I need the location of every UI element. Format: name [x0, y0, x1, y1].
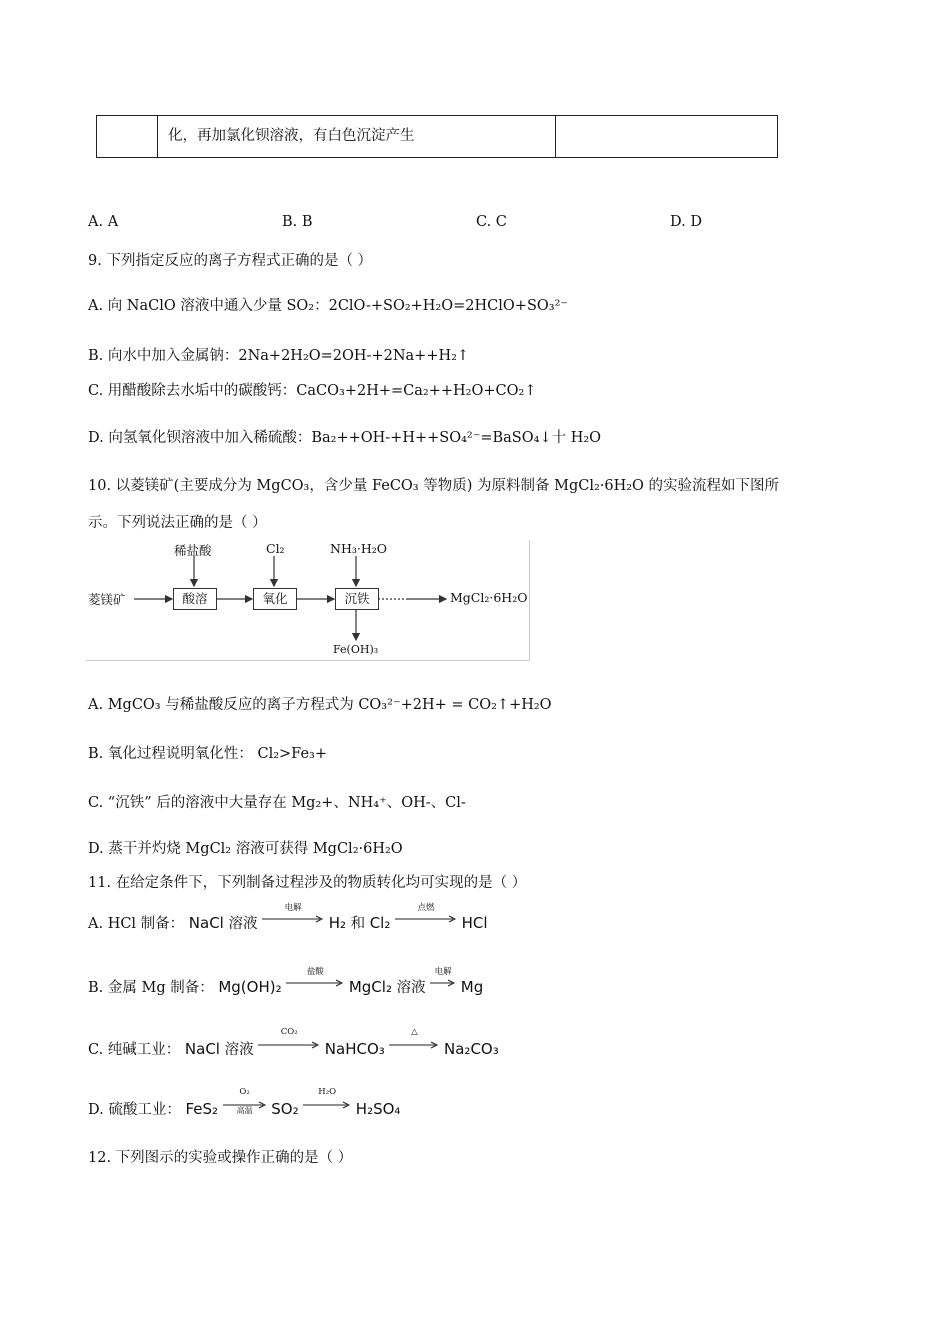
flow-input: 菱镁矿: [88, 592, 126, 607]
q9-option-a: A. 向 NaClO 溶液中通入少量 SO₂：2ClO-+SO₂+H₂O=2HClO+SO₃²⁻: [88, 298, 569, 314]
q8-option-a: A. A: [88, 214, 119, 230]
word-solution: 溶液: [228, 916, 258, 932]
word-solution: 溶液: [396, 980, 426, 996]
species-hcl: HCl: [461, 914, 488, 932]
q10-option-c: C. “沉铁” 后的溶液中大量存在 Mg₂+、NH₄⁺、OH-、Cl-: [88, 795, 466, 811]
condition-electrolysis: 电解: [434, 967, 452, 977]
condition-ignite: 点燃: [417, 903, 435, 913]
species-mgoh2: Mg(OH)₂: [218, 978, 282, 996]
species-nacl: NaCl: [184, 1040, 220, 1058]
species-mgcl2: MgCl₂: [348, 978, 392, 996]
q8-option-b: B. B: [282, 214, 313, 230]
condition-co2: CO₂: [280, 1027, 298, 1037]
flow-reagent-3: NH₃·H₂O: [330, 541, 387, 556]
condition-heat: △: [411, 1027, 418, 1037]
q9-option-c: C. 用醋酸除去水垢中的碳酸钙：CaCO₃+2H+=Ca₂++H₂O+CO₂↑: [88, 383, 537, 399]
q10-option-d: D. 蒸干并灼烧 MgCl₂ 溶液可获得 MgCl₂·6H₂O: [88, 841, 403, 857]
q11-option-a: [88, 903, 488, 933]
condition-h2o: H₂O: [318, 1087, 337, 1097]
q10-stem-line1: 10. 以菱镁矿(主要成分为 MgCO₃，含少量 FeCO₃ 等物质) 为原料制备 MgCl₂·6H₂O 的实验流程如下图所: [88, 478, 780, 494]
q11-option-d: [88, 1087, 401, 1119]
species-h2: H₂: [328, 914, 346, 932]
species-na2co3: Na₂CO₃: [444, 1040, 499, 1058]
q9-stem: 9. 下列指定反应的离子方程式正确的是（ ）: [88, 253, 373, 269]
flow-byproduct: Fe(OH)₃: [333, 643, 379, 656]
flow-reagent-2: Cl₂: [266, 541, 285, 556]
species-h2so4: H₂SO₄: [355, 1100, 401, 1118]
q10-option-b: B. 氧化过程说明氧化性： Cl₂>Fe₃+: [88, 746, 327, 762]
reaction-arrow: [395, 903, 457, 926]
table-cell-empty: [97, 116, 158, 157]
q9-option-d: D. 向氢氧化钡溶液中加入稀硫酸：Ba₂++OH-+H++SO₄²⁻=BaSO₄↓十 H₂O: [88, 430, 602, 446]
reaction-arrow: [303, 1087, 351, 1112]
word-solution: 溶液: [224, 1042, 254, 1058]
reaction-arrow: [430, 967, 456, 990]
q10-option-a: A. MgCO₃ 与稀盐酸反应的离子方程式为 CO₃²⁻+2H+ = CO₂↑+H₂O: [88, 697, 552, 713]
reaction-arrow: [223, 1087, 267, 1115]
species-nacl: NaCl: [188, 914, 224, 932]
species-so2: SO₂: [271, 1100, 299, 1118]
q10-stem-line2: 示。下列说法正确的是（ ）: [88, 515, 267, 531]
q11-option-b: [88, 967, 484, 997]
flow-product: MgCl₂·6H₂O: [450, 590, 528, 605]
flow-step-1: 酸溶: [173, 588, 217, 610]
reaction-arrow: [262, 903, 324, 926]
q8-option-c: C. C: [476, 214, 507, 230]
condition-high-temp: 高温: [236, 1106, 253, 1115]
condition-o2: O₂: [239, 1087, 250, 1097]
q11-option-c: [88, 1027, 499, 1059]
q11-a-label: A. HCl 制备：: [88, 916, 185, 932]
species-mg: Mg: [460, 978, 484, 996]
q11-b-label: B. 金属 Mg 制备：: [88, 980, 214, 996]
flow-step-2: 氧化: [253, 588, 297, 610]
species-cl2: Cl₂: [369, 914, 391, 932]
species-fes2: FeS₂: [185, 1100, 219, 1118]
flow-reagent-1: 稀盐酸: [174, 543, 212, 558]
condition-hydrochloric: 盐酸: [306, 967, 324, 977]
reaction-arrow: [286, 967, 344, 990]
condition-electrolysis: 电解: [284, 903, 302, 913]
table-row-fragment: [96, 115, 778, 158]
reaction-arrow: [389, 1027, 439, 1052]
q9-option-b: B. 向水中加入金属钠：2Na+2H₂O=2OH-+2Na++H₂↑: [88, 348, 470, 364]
q8-option-d: D. D: [670, 214, 702, 230]
reaction-arrow: [258, 1027, 320, 1052]
flow-step-3: 沉铁: [335, 588, 379, 610]
table-cell-text: 化，再加氯化钡溶液，有白色沉淀产生: [158, 116, 556, 157]
q11-c-label: C. 纯碱工业：: [88, 1042, 181, 1058]
q12-stem: 12. 下列图示的实验或操作正确的是（ ）: [88, 1150, 353, 1166]
word-and: 和: [350, 916, 366, 932]
q11-d-label: D. 硫酸工业：: [88, 1102, 181, 1118]
species-nahco3: NaHCO₃: [324, 1040, 385, 1058]
q11-stem: 11. 在给定条件下，下列制备过程涉及的物质转化均可实现的是（ ）: [88, 875, 527, 891]
process-flow-diagram: [86, 540, 530, 661]
